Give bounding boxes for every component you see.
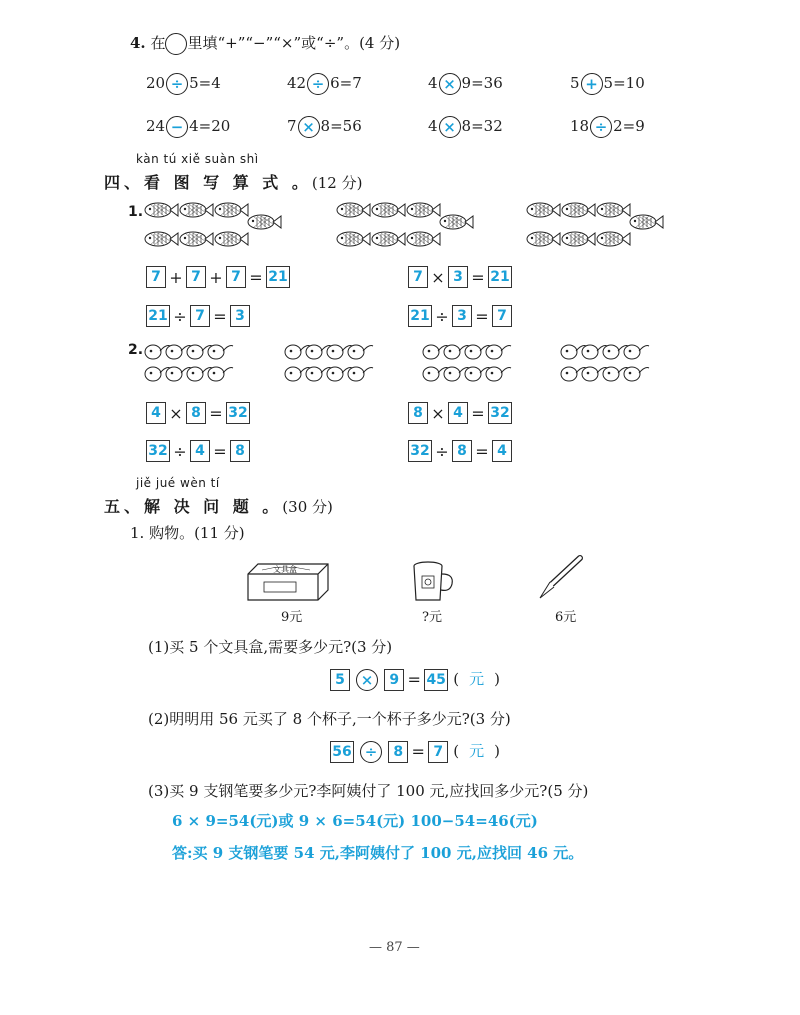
answer-box[interactable]: 7 (226, 266, 246, 288)
equation-row: 21 ÷ 7 = 3 (146, 305, 250, 327)
cup-icon (408, 560, 458, 604)
equation-row: 21 ÷ 3 = 7 (408, 305, 512, 327)
answer-circle[interactable]: ÷ (166, 73, 188, 95)
answer-box[interactable]: 8 (230, 440, 250, 462)
answer-box[interactable]: 45 (424, 669, 448, 691)
section4-pinyin: kàn tú xiě suàn shì (136, 152, 259, 166)
answer-circle[interactable]: + (581, 73, 603, 95)
answer-box[interactable]: 21 (488, 266, 512, 288)
question-title: 1. 购物。(11 分) (130, 524, 245, 542)
answer-circle[interactable]: − (166, 116, 188, 138)
problem-label: 2. (128, 342, 144, 358)
unit: 元 (469, 742, 485, 760)
q4-title: 4. 在 里填“+”“−”“×”或“÷”。(4 分) (130, 32, 400, 55)
equation-row: 56 ÷ 8 = 7 ( 元 ) (330, 740, 500, 763)
answer-box[interactable]: 7 (146, 266, 166, 288)
answer-box[interactable]: 32 (146, 440, 170, 462)
q4-item: 20 ÷ 5=4 (146, 74, 221, 93)
equation-row: 7 × 3 = 21 (408, 266, 512, 288)
answer-circle[interactable]: ÷ (307, 73, 329, 95)
answer-box[interactable]: 32 (408, 440, 432, 462)
equation-row: 7 + 7 + 7 = 21 (146, 266, 290, 288)
answer-box[interactable]: 7 (408, 266, 428, 288)
answer-box[interactable]: 7 (492, 305, 512, 327)
answer-box[interactable]: 21 (266, 266, 290, 288)
equation-row: 4 × 8 = 32 (146, 402, 250, 424)
q4-item: 7 × 8=56 (287, 117, 362, 136)
answer-box[interactable]: 4 (190, 440, 210, 462)
answer-box[interactable]: 7 (190, 305, 210, 327)
answer-box[interactable]: 5 (330, 669, 350, 691)
pen-icon (536, 554, 586, 600)
answer-box[interactable]: 7 (186, 266, 206, 288)
fish-group-icon (524, 198, 669, 254)
answer-box[interactable]: 4 (448, 402, 468, 424)
price-cup: ?元 (422, 610, 442, 625)
tadpole-group-icon (558, 340, 658, 388)
problem-label: 1. (128, 204, 144, 220)
equation-row: 8 × 4 = 32 (408, 402, 512, 424)
answer-box[interactable]: 4 (492, 440, 512, 462)
q4-item: 42 ÷ 6=7 (287, 74, 362, 93)
tadpole-group-icon (420, 340, 520, 388)
q4-item: 4 × 8=32 (428, 117, 503, 136)
answer-box[interactable]: 3 (452, 305, 472, 327)
answer-circle[interactable]: × (439, 116, 461, 138)
answer-circle[interactable]: ÷ (590, 116, 612, 138)
fish-group-icon (334, 198, 479, 254)
answer-box[interactable]: 56 (330, 741, 354, 763)
answer-box[interactable]: 8 (186, 402, 206, 424)
equation-row: 5 × 9 = 45 ( 元 ) (330, 668, 500, 691)
sub-question-1: (1)买 5 个文具盒,需要多少元?(3 分) (148, 638, 393, 656)
answer-box[interactable]: 32 (226, 402, 250, 424)
answer-circle[interactable]: ÷ (360, 741, 382, 763)
fish-group-icon (142, 198, 287, 254)
unit: 元 (469, 670, 485, 688)
q4-item: 24 − 4=20 (146, 117, 231, 136)
pencil-box-label: 文具盒 (273, 565, 297, 574)
answer-circle[interactable]: × (356, 669, 378, 691)
answer-box[interactable]: 8 (388, 741, 408, 763)
price-pen: 6元 (555, 610, 577, 625)
answer-box[interactable]: 3 (230, 305, 250, 327)
section4-title: 四、看 图 写 算 式 。(12 分) (104, 173, 363, 192)
answer-circle[interactable]: × (298, 116, 320, 138)
q4-item: 18 ÷ 2=9 (570, 117, 645, 136)
answer-box[interactable]: 7 (428, 741, 448, 763)
q4-item: 4 × 9=36 (428, 74, 503, 93)
answer-circle[interactable]: × (439, 73, 461, 95)
answer-box[interactable]: 3 (448, 266, 468, 288)
page-number: — 87 — (369, 940, 420, 955)
pencil-box-icon (244, 560, 332, 606)
tadpole-group-icon (142, 340, 242, 388)
section5-title: 五、解 决 问 题 。(30 分) (104, 497, 333, 516)
answer-box[interactable]: 21 (408, 305, 432, 327)
answer-box[interactable]: 8 (408, 402, 428, 424)
tadpole-group-icon (282, 340, 382, 388)
answer-line-2: 答:买 9 支钢笔要 54 元,李阿姨付了 100 元,应找回 46 元。 (172, 844, 584, 862)
q4-item: 5 + 5=10 (570, 74, 645, 93)
answer-box[interactable]: 8 (452, 440, 472, 462)
section5-pinyin: jiě jué wèn tí (136, 476, 220, 490)
answer-box[interactable]: 21 (146, 305, 170, 327)
equation-row: 32 ÷ 4 = 8 (146, 440, 250, 462)
answer-line-1: 6 × 9=54(元)或 9 × 6=54(元) 100−54=46(元) (172, 812, 538, 830)
sub-question-2: (2)明明用 56 元买了 8 个杯子,一个杯子多少元?(3 分) (148, 710, 511, 728)
sub-question-3: (3)买 9 支钢笔要多少元?李阿姨付了 100 元,应找回多少元?(5 分) (148, 782, 589, 800)
answer-box[interactable]: 4 (146, 402, 166, 424)
equation-row: 32 ÷ 8 = 4 (408, 440, 512, 462)
answer-box[interactable]: 32 (488, 402, 512, 424)
answer-box[interactable]: 9 (384, 669, 404, 691)
price-pencil-box: 9元 (281, 610, 303, 625)
